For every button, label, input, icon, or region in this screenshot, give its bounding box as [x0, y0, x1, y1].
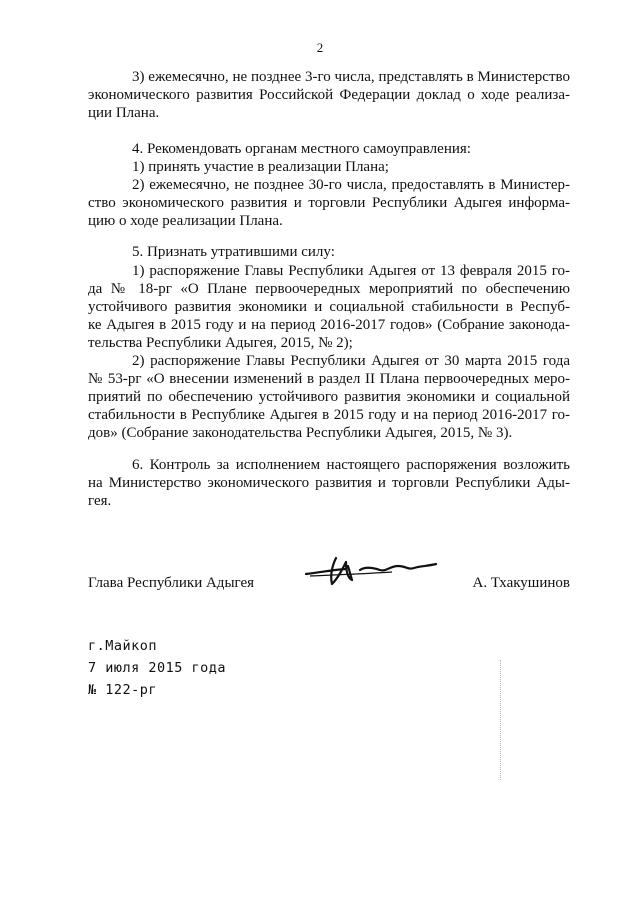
- body-line: приятий по обеспечению устойчивого развития экономики и социальной: [88, 389, 570, 405]
- body-line: дов» (Собрание законодательства Республики Адыгея, 2015, № 3).: [88, 425, 513, 441]
- body-line: 6. Контроль за исполнением настоящего распоряжения возложить: [132, 457, 570, 473]
- body-line: 1) принять участие в реализации Плана;: [132, 159, 389, 175]
- signatory-title: Глава Республики Адыгея: [88, 575, 255, 591]
- body-line: цию о ходе реализации Плана.: [88, 213, 283, 229]
- margin-dotted-line: [500, 660, 502, 780]
- body-line: ство экономического развития и торговли Республики Адыгея информа-: [88, 195, 570, 211]
- handwritten-signature: [302, 548, 442, 588]
- body-line: 1) распоряжение Главы Республики Адыгея от 13 февраля 2015 го-: [132, 263, 570, 279]
- body-line: на Министерство экономического развития и торговли Республики Ады-: [88, 475, 570, 491]
- body-line: стабильности в Республике Адыгея в 2015 году и на период 2016-2017 го-: [88, 407, 570, 423]
- body-line: да № 18-рг «О Плане первоочередных мероприятий по обеспечению: [88, 281, 570, 297]
- body-line: ции Плана.: [88, 105, 160, 121]
- body-line: ке Адыгея в 2015 году и на период 2016-2017 годов» (Собрание законода-: [88, 317, 570, 333]
- issue-number: № 122-рг: [88, 682, 158, 698]
- signatory-name: А. Тхакушинов: [472, 575, 570, 591]
- page-number: 2: [316, 40, 324, 55]
- body-line: устойчивого развития экономики и социальной стабильности в Респуб-: [88, 299, 570, 315]
- body-line: гея.: [88, 493, 112, 509]
- body-line: экономического развития Российской Федерации доклад о ходе реализа-: [88, 87, 570, 103]
- issue-date: 7 июля 2015 года: [88, 660, 227, 676]
- body-line: 3) ежемесячно, не позднее 3-го числа, представлять в Министерство: [132, 69, 570, 85]
- body-line: 4. Рекомендовать органам местного самоуправления:: [132, 141, 471, 157]
- body-line: тельства Республики Адыгея, 2015, № 2);: [88, 335, 353, 351]
- body-line: 2) распоряжение Главы Республики Адыгея от 30 марта 2015 года: [132, 353, 570, 369]
- body-line: 2) ежемесячно, не позднее 30-го числа, предоставлять в Министер-: [132, 177, 570, 193]
- issue-city: г.Майкоп: [88, 638, 158, 654]
- body-line: № 53-рг «О внесении изменений в раздел II Плана первоочередных меро-: [88, 371, 570, 387]
- body-line: 5. Признать утратившими силу:: [132, 244, 335, 260]
